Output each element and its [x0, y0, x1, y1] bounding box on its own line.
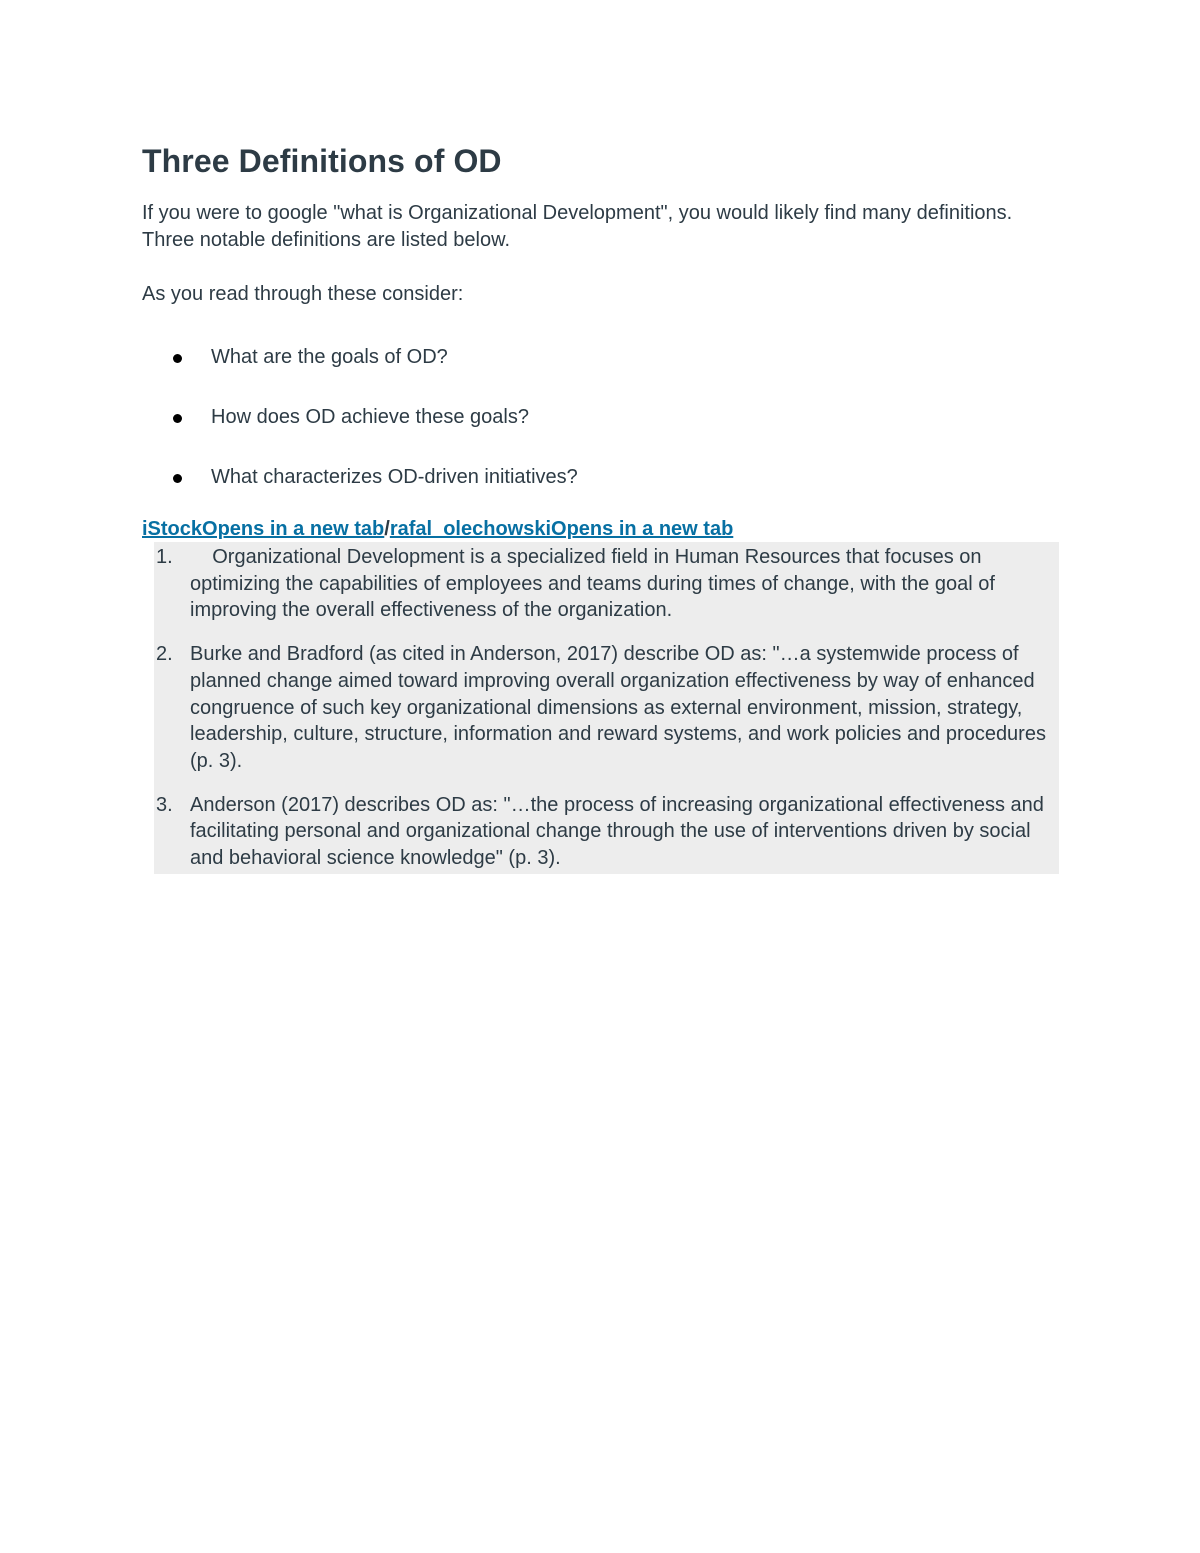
definition-text: Burke and Bradford (as cited in Anderson, 2017) describe OD as: "…a systemwide process of planned change aimed toward improving overall organization effectiveness by way of enhanced congruence of such key organizational dimensions as external environment, mission, strategy, leadership, culture, structure, information and reward systems, and work policies and procedures (p. 3).	[190, 643, 1046, 772]
definitions-list	[154, 544, 1059, 874]
list-item	[142, 404, 1062, 431]
definition-number: 2.	[156, 643, 173, 666]
bullet-icon	[173, 354, 182, 363]
definition-item	[154, 544, 1059, 624]
definition-number: 3.	[156, 793, 173, 816]
definitions-box	[154, 542, 1059, 874]
definition-number: 1.	[156, 546, 173, 568]
page-title: Three Definitions of OD	[142, 143, 502, 179]
bullet-icon	[173, 414, 182, 423]
bullet-icon	[173, 474, 182, 483]
definition-item	[154, 792, 1059, 874]
question-text: How does OD achieve these goals?	[211, 406, 529, 428]
list-item	[142, 464, 1062, 491]
istock-link[interactable]: iStockOpens in a new tab	[142, 518, 385, 540]
questions-list	[142, 344, 1062, 491]
intro-paragraph: If you were to google "what is Organizational Development", you would likely find many definitions. Three notable definitions are listed below.	[142, 202, 1013, 251]
definition-text: Organizational Development is a specialized field in Human Resources that focuses on optimizing the capabilities of employees and teams during times of change, with the goal of improving the overall effectiveness of the organization.	[190, 546, 1001, 622]
image-credit	[142, 516, 1062, 542]
prompt-paragraph: As you read through these consider:	[142, 283, 464, 305]
list-item	[142, 344, 1062, 371]
document-page	[142, 140, 1062, 874]
photographer-link[interactable]: rafal_olechowskiOpens in a new tab	[389, 518, 734, 540]
credit-separator: /	[384, 518, 390, 540]
question-text: What characterizes OD-driven initiatives?	[211, 466, 578, 488]
definition-text: Anderson (2017) describes OD as: "…the process of increasing organizational effectiveness and facilitating personal and organizational change through the use of interventions driven by social and behavioral science knowledge" (p. 3).	[190, 793, 1044, 870]
question-text: What are the goals of OD?	[211, 346, 448, 368]
definition-item	[154, 641, 1059, 775]
